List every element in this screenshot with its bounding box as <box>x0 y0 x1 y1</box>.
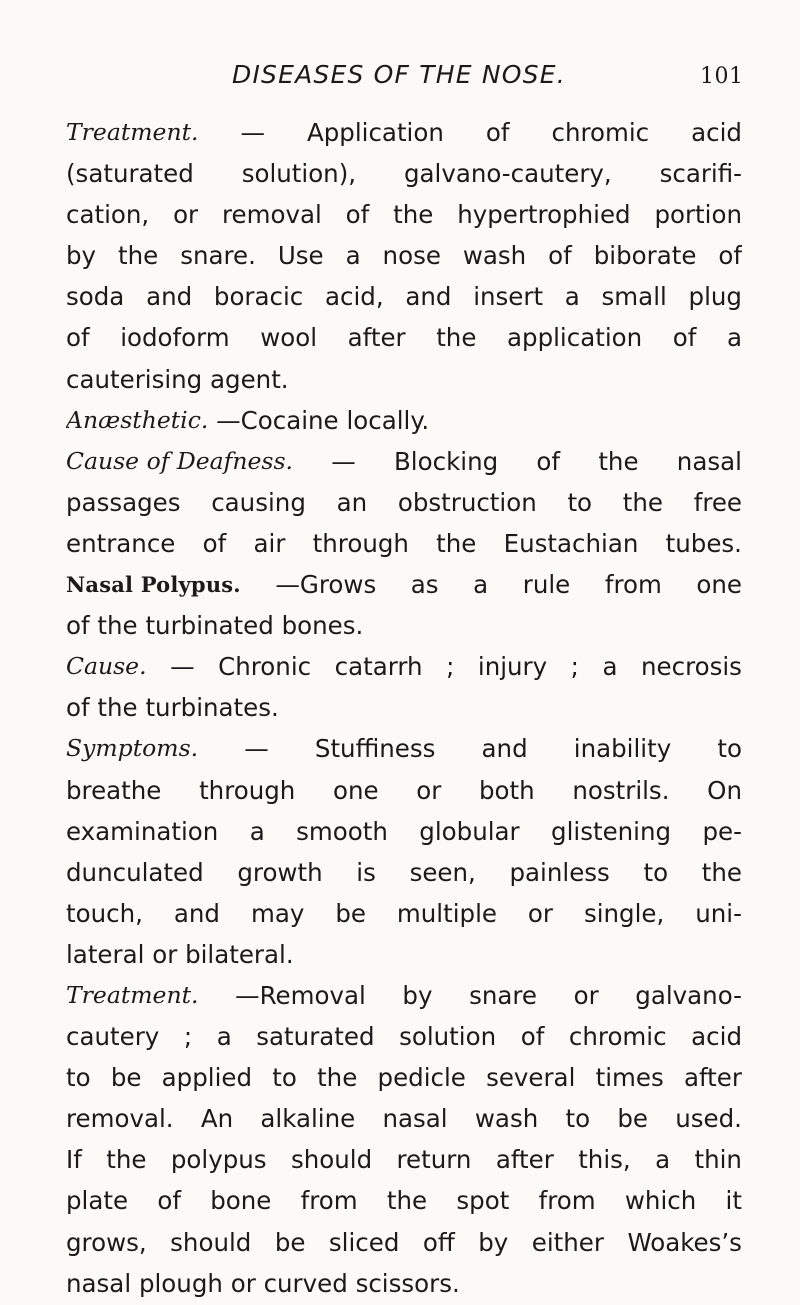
word: used. <box>675 1104 742 1134</box>
word: and <box>146 282 193 312</box>
word: breathe <box>66 775 162 805</box>
word: growth <box>237 857 323 887</box>
word: the <box>701 857 742 887</box>
word: Woakes’s <box>627 1227 742 1257</box>
word: examination <box>66 816 219 846</box>
word: — <box>170 652 195 682</box>
word: cautery <box>66 1022 160 1052</box>
word: from <box>538 1186 596 1216</box>
word: — <box>244 734 269 764</box>
word: small <box>601 282 667 312</box>
word: pe- <box>702 816 742 846</box>
word: or <box>573 980 599 1010</box>
word: to <box>272 1063 297 1093</box>
word: ; <box>570 652 579 682</box>
running-title: DISEASES OF THE NOSE. <box>232 60 566 89</box>
word: wash <box>474 1104 539 1134</box>
text-line <box>66 605 742 646</box>
word: chromic <box>568 1022 667 1052</box>
word: and <box>405 282 452 312</box>
page-header <box>0 60 800 100</box>
word: as <box>410 570 439 600</box>
word: polypus <box>170 1145 267 1175</box>
text-line <box>66 1180 742 1221</box>
word: a <box>473 570 489 600</box>
word: or <box>152 939 178 969</box>
word: multiple <box>396 898 497 928</box>
italic-lead: Symptoms. <box>66 734 199 763</box>
word: sliced <box>328 1227 400 1257</box>
word: of <box>485 118 510 147</box>
word: seen, <box>409 857 476 887</box>
word: dunculated <box>66 857 204 887</box>
text-line <box>66 317 742 358</box>
word: and <box>481 734 528 764</box>
word: smooth <box>296 816 388 846</box>
text-line <box>66 1139 742 1180</box>
word: nasal <box>382 1104 448 1134</box>
word: the <box>118 241 159 271</box>
text-line <box>66 112 742 153</box>
text-line <box>66 153 742 194</box>
word: plough <box>138 1268 223 1298</box>
text-line <box>66 441 742 482</box>
word: of <box>536 446 561 476</box>
word: nasal <box>676 446 742 476</box>
word: galvano- <box>635 980 742 1010</box>
word: one <box>696 570 742 600</box>
word: and <box>173 898 220 928</box>
text-line <box>66 770 742 811</box>
word: acid <box>691 118 742 147</box>
word: of <box>66 611 90 641</box>
word: (saturated <box>66 159 194 189</box>
word: from <box>300 1186 358 1216</box>
word: air <box>253 528 286 558</box>
word: a <box>655 1145 671 1175</box>
word: which <box>624 1186 697 1216</box>
italic-lead: Treatment. <box>66 980 199 1009</box>
word: or <box>527 898 553 928</box>
word: applied <box>161 1063 253 1093</box>
word: of <box>520 1022 545 1052</box>
word: to <box>643 857 669 887</box>
word: of <box>66 693 90 723</box>
text-line <box>66 728 742 769</box>
word: single, <box>583 898 665 928</box>
word: the <box>386 1186 428 1216</box>
word: scissors. <box>355 1268 460 1298</box>
word: both <box>479 775 535 805</box>
word: iodoform <box>120 323 230 353</box>
word: nostrils. <box>572 775 670 805</box>
word: scarifi- <box>659 159 742 189</box>
text-line <box>66 893 742 934</box>
word: be <box>617 1104 648 1134</box>
word: to <box>717 734 742 764</box>
word: a <box>602 652 618 682</box>
word: of <box>345 200 370 230</box>
word: wool <box>260 323 318 353</box>
word: cauterising <box>66 364 203 394</box>
text-line <box>66 276 742 317</box>
word: a <box>345 241 361 271</box>
word: touch, <box>66 898 143 928</box>
word: to <box>66 1063 91 1093</box>
word: entrance <box>66 528 176 558</box>
text-line <box>66 811 742 852</box>
word: may <box>250 898 305 928</box>
word: inability <box>573 734 672 764</box>
text-line <box>66 523 742 564</box>
word: free <box>693 487 742 517</box>
word: after <box>495 1145 554 1175</box>
word: —Removal <box>235 980 366 1010</box>
word: catarrh <box>334 652 423 682</box>
text-line <box>66 235 742 276</box>
word: rule <box>522 570 571 600</box>
word: of <box>718 241 742 271</box>
word: locally. <box>346 405 430 435</box>
word: ; <box>446 652 455 682</box>
text-line <box>66 359 742 400</box>
word: An <box>200 1104 234 1134</box>
word: one <box>333 775 379 805</box>
word: pedicle <box>377 1063 466 1093</box>
word: lateral <box>66 939 145 969</box>
word: the <box>97 693 138 723</box>
word: is <box>356 857 376 887</box>
word: painless <box>509 857 610 887</box>
word: thin <box>694 1145 742 1175</box>
word: times <box>595 1063 664 1093</box>
word: the <box>106 1145 147 1175</box>
word: after <box>347 323 406 353</box>
word: or <box>230 1268 256 1298</box>
word: acid, <box>325 282 384 312</box>
word: Application <box>306 118 444 147</box>
word: alkaline <box>260 1104 356 1134</box>
word: acid <box>691 1022 742 1052</box>
word: ; <box>183 1022 193 1052</box>
word: this, <box>578 1145 631 1175</box>
word: by <box>478 1227 509 1257</box>
word: removal. <box>66 1104 174 1134</box>
word: bilateral. <box>185 939 294 969</box>
word: an <box>336 487 368 517</box>
word: saturated <box>256 1022 375 1052</box>
word: should <box>170 1227 252 1257</box>
word: of <box>548 241 572 271</box>
word: turbinates. <box>145 693 279 723</box>
text-line <box>66 482 742 523</box>
word: should <box>290 1145 373 1175</box>
word: through <box>312 528 409 558</box>
body-text <box>66 112 742 1304</box>
word: curved <box>263 1268 348 1298</box>
word: boracic <box>213 282 304 312</box>
word: nose <box>382 241 441 271</box>
word: hypertrophied <box>457 200 631 230</box>
word: after <box>683 1063 742 1093</box>
text-line <box>66 400 742 441</box>
word: of <box>157 1186 181 1216</box>
word: be <box>274 1227 306 1257</box>
text-line <box>66 1016 742 1057</box>
word: to <box>565 1104 591 1134</box>
word: the <box>598 446 639 476</box>
word: a <box>564 282 580 312</box>
word: solution <box>399 1022 497 1052</box>
word: glistening <box>551 816 672 846</box>
word: solution), <box>241 159 357 189</box>
word: Chronic <box>218 652 312 682</box>
word: a <box>216 1022 232 1052</box>
word: agent. <box>210 364 289 394</box>
word: cation, <box>66 200 150 230</box>
word: either <box>531 1227 604 1257</box>
word: be <box>110 1063 142 1093</box>
word: Use <box>277 241 324 271</box>
word: be <box>335 898 366 928</box>
word: a <box>249 816 265 846</box>
word: grows, <box>66 1227 147 1257</box>
word: — <box>331 446 356 476</box>
word: the <box>436 528 477 558</box>
text-line <box>66 1263 742 1304</box>
word: bone <box>210 1186 272 1216</box>
text-line <box>66 687 742 728</box>
text-line <box>66 646 742 687</box>
word: or <box>416 775 442 805</box>
word: snare. <box>180 241 256 271</box>
word: —Grows <box>275 570 377 600</box>
word: tubes. <box>665 528 742 558</box>
word: bones. <box>281 611 364 641</box>
word: soda <box>66 282 125 312</box>
page-number: 101 <box>700 64 744 89</box>
word: biborate <box>593 241 697 271</box>
word: necrosis <box>641 652 742 682</box>
text-line <box>66 1222 742 1263</box>
word: the <box>317 1063 358 1093</box>
word: passages <box>66 487 181 517</box>
word: of <box>66 323 90 353</box>
word: uni- <box>695 898 742 928</box>
word: it <box>725 1186 742 1216</box>
word: through <box>199 775 296 805</box>
word: the <box>393 200 434 230</box>
word: plate <box>66 1186 129 1216</box>
text-line <box>66 564 742 605</box>
word: the <box>97 611 138 641</box>
word: On <box>707 775 742 805</box>
word: Eustachian <box>503 528 639 558</box>
word: spot <box>456 1186 510 1216</box>
italic-lead: Treatment. <box>66 118 199 146</box>
word: snare <box>469 980 537 1010</box>
word: by <box>402 980 433 1010</box>
word: nasal <box>66 1268 132 1298</box>
word: chromic <box>551 118 650 147</box>
italic-lead: Anæsthetic. <box>66 405 209 434</box>
word: plug <box>688 282 742 312</box>
word: to <box>567 487 593 517</box>
word: wash <box>462 241 527 271</box>
word: return <box>396 1145 472 1175</box>
word: or <box>173 200 199 230</box>
word: injury <box>477 652 548 682</box>
word: a <box>726 323 742 353</box>
word: causing <box>211 487 306 517</box>
italic-lead: Cause of Deafness. <box>66 446 293 475</box>
word: of <box>202 528 227 558</box>
text-line <box>66 1098 742 1139</box>
section-heading: Nasal Polypus. <box>66 572 241 598</box>
word: off <box>422 1227 455 1257</box>
word: — <box>240 118 265 147</box>
word: application <box>507 323 643 353</box>
word: from <box>604 570 662 600</box>
word: turbinated <box>145 611 274 641</box>
word: —Cocaine <box>216 405 339 435</box>
word: galvano-cautery, <box>403 159 612 189</box>
word: portion <box>654 200 742 230</box>
text-line <box>66 194 742 235</box>
text-line <box>66 934 742 975</box>
word: removal <box>221 200 322 230</box>
word: Stuffiness <box>314 734 436 764</box>
word: Blocking <box>394 446 499 476</box>
text-line <box>66 975 742 1016</box>
word: insert <box>473 282 544 312</box>
text-line <box>66 852 742 893</box>
word: If <box>66 1145 82 1175</box>
italic-lead: Cause. <box>66 652 147 681</box>
word: by <box>66 241 97 271</box>
text-line <box>66 1057 742 1098</box>
word: of <box>672 323 697 353</box>
word: the <box>622 487 663 517</box>
word: globular <box>419 816 520 846</box>
word: several <box>486 1063 576 1093</box>
word: obstruction <box>397 487 537 517</box>
word: the <box>436 323 477 353</box>
